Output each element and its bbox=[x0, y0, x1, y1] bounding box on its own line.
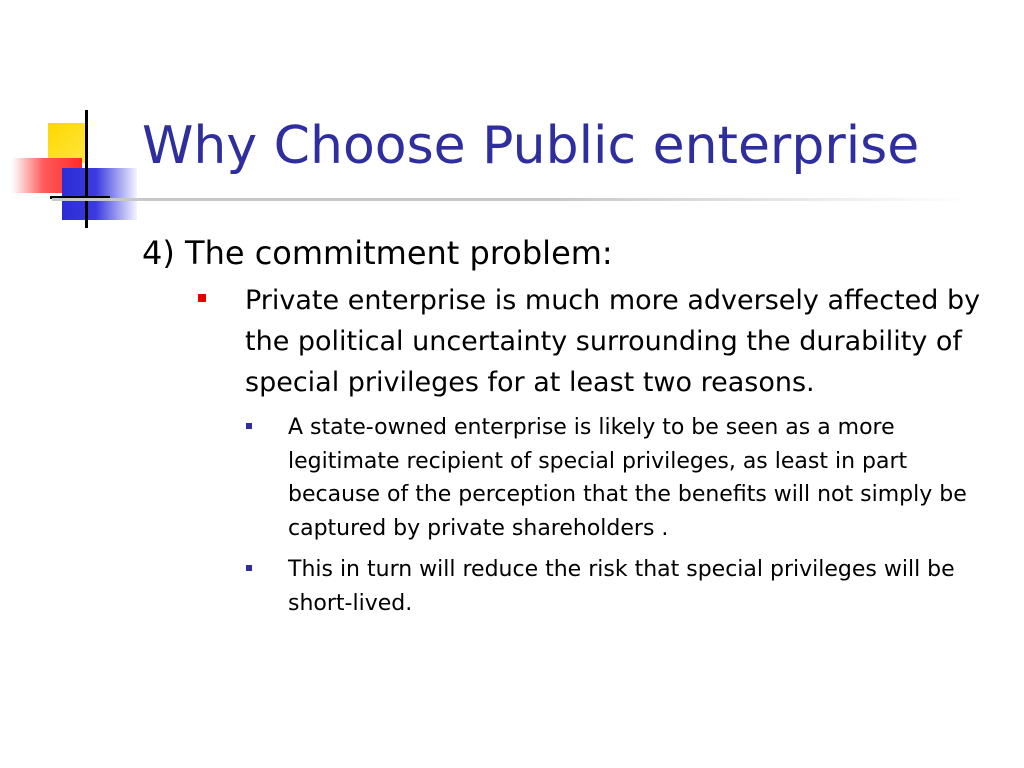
level2-item bbox=[142, 280, 1005, 403]
deco-blue-block bbox=[62, 168, 137, 220]
blue-square-bullet-icon bbox=[246, 423, 252, 429]
slide-title: Why Choose Public enterprise bbox=[142, 116, 920, 176]
level3-item bbox=[142, 411, 1000, 545]
red-square-bullet-icon bbox=[198, 294, 206, 302]
title-underline bbox=[52, 198, 972, 201]
deco-vertical-line bbox=[85, 110, 88, 228]
level3-item bbox=[142, 553, 1000, 620]
corner-decoration bbox=[0, 0, 150, 240]
slide-body bbox=[142, 234, 1002, 620]
level3-text: A state-owned enterprise is likely to be seen as a more legitimate recipient of special privileges, as least in part because of the perception that the benefits will not simply be captured by private shareholders . bbox=[288, 415, 967, 541]
level1-text: 4) The commitment problem: bbox=[142, 234, 613, 272]
level3-text: This in turn will reduce the risk that special privileges will be short-lived. bbox=[288, 557, 955, 616]
deco-yellow-square bbox=[48, 123, 88, 163]
level2-text: Private enterprise is much more adversely affected by the political uncertainty surrounding the durability of special privileges for at least two reasons. bbox=[245, 285, 981, 399]
blue-square-bullet-icon bbox=[246, 565, 252, 571]
